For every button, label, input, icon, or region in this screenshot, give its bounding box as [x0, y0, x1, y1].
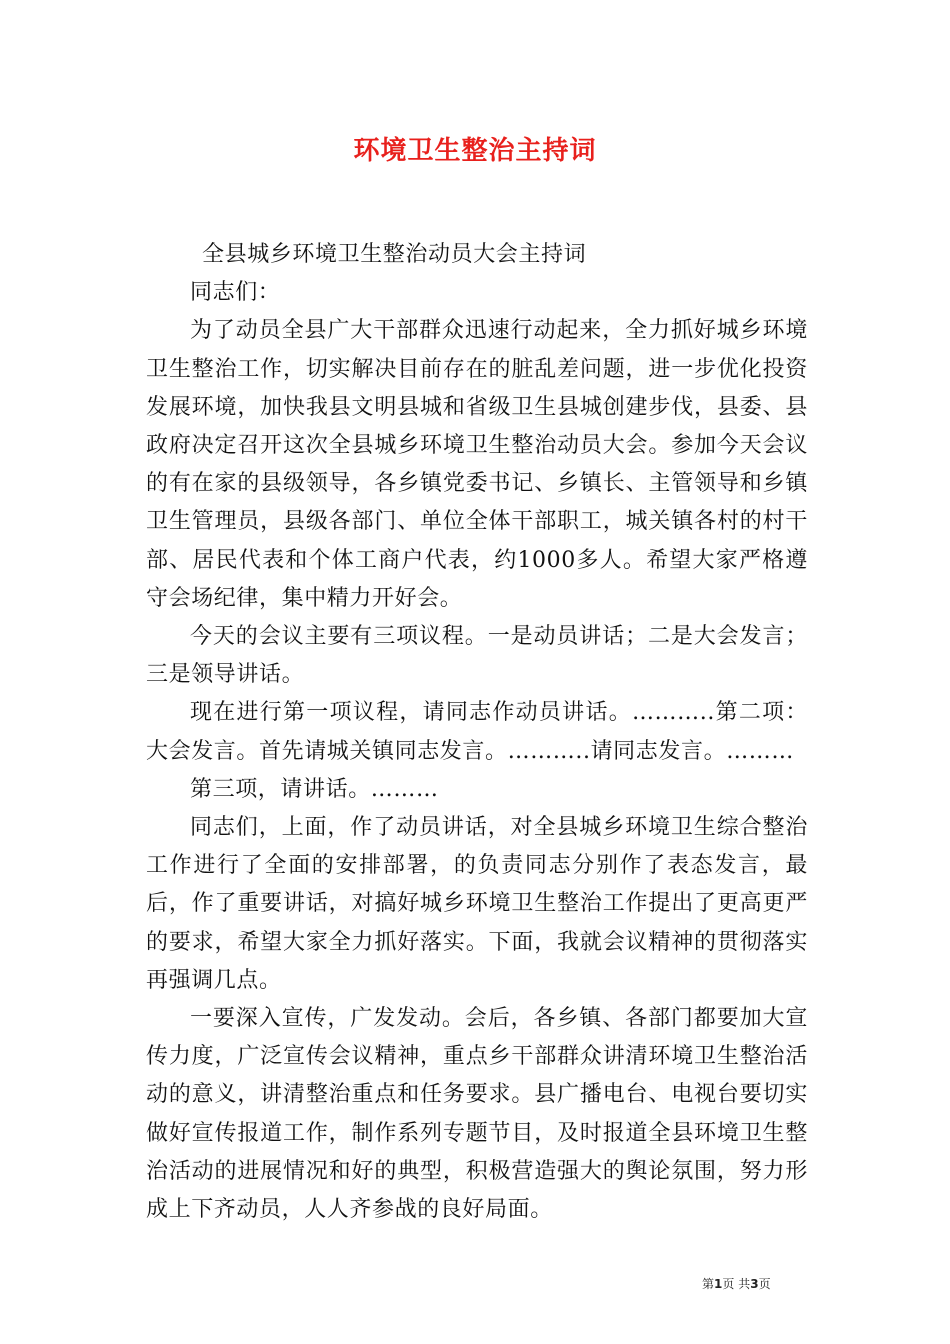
footer-suffix: 页 [758, 1277, 771, 1291]
footer-current-page: 1 [714, 1277, 723, 1291]
salutation: 同志们： [190, 280, 281, 306]
page-number-footer [702, 1276, 771, 1292]
paragraph-summary: 同志们，上面，作了动员讲话，对全县城乡环境卫生综合整治工作进行了全面的安排部署，的负责同志分别作了表态发言，最后，作了重要讲话，对搞好城乡环境卫生整治工作提出了更高更严的要求，希望大家全力抓好落实。下面，我就会议精神的贯彻落实再强调几点。 [146, 815, 808, 993]
footer-prefix: 第 [702, 1277, 715, 1291]
paragraph-point-one: 一要深入宣传，广发发动。会后，各乡镇、各部门都要加大宣传力度，广泛宣传会议精神，重点乡干部群众讲清环境卫生整治活动的意义，讲清整治重点和任务要求。县广播电台、电视台要切实做好宣传报道工作，制作系列专题节目，及时报道全县环境卫生整治活动的进展情况和好的典型，积极营造强大的舆论氛围，努力形成上下齐动员，人人齐参战的良好局面。 [146, 1006, 808, 1223]
paragraph-agenda-item-3: 第三项，请讲话。……… [190, 776, 439, 802]
document-body [146, 236, 808, 1229]
footer-middle: 页 共 [722, 1277, 751, 1291]
document-subtitle: 全县城乡环境卫生整治动员大会主持词 [202, 242, 587, 267]
footer-total-pages: 3 [750, 1277, 759, 1291]
paragraph-agenda: 今天的会议主要有三项议程。一是动员讲话；二是大会发言；三是领导讲话。 [146, 624, 808, 688]
document-title: 环境卫生整治主持词 [353, 136, 597, 166]
paragraph-agenda-item-1-2: 现在进行第一项议程，请同志作动员讲话。………..第二项：大会发言。首先请城关镇同志发言。………..请同志发言。……… [146, 700, 808, 764]
paragraph-intro: 为了动员全县广大干部群众迅速行动起来，全力抓好城乡环境卫生整治工作，切实解决目前存在的脏乱差问题，进一步优化投资发展环境，加快我县文明县城和省级卫生县城创建步伐，县委、县政府决定召开这次全县城乡环境卫生整治动员大会。参加今天会议的有在家的县级领导，各乡镇党委书记、乡镇长、主管领导和乡镇卫生管理员，县级各部门、单位全体干部职工，城关镇各村的村干部、居民代表和个体工商户代表，约1000多人。希望大家严格遵守会场纪律，集中精力开好会。 [146, 318, 808, 611]
